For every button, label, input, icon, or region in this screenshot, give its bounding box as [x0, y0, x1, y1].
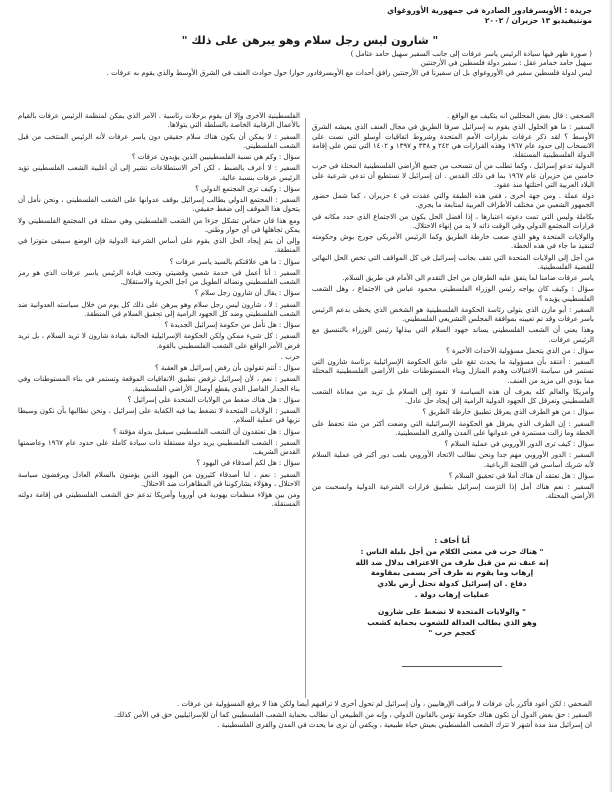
column-paragraph: سؤال : هل هناك ضغط من الولايات المتحدة على إسرائيل ؟ [127, 395, 300, 404]
column-paragraph: بكاملة وليس التي تمت دعوته اعتبارها ، إذا أفضل الحل يكون من الاجتماع الذي حدد مكانه في قرارات المجتمع الدولي وفي الوقت ذاته لا بد من إنهاء الاحتلال. [312, 212, 594, 230]
column-paragraph: السفير : الولايات المتحدة لا تضغط بما فيه الكفاية على إسرائيل ، ونحن نطالبها بأن تكون وسيطا نزيها في عملية السلام. [18, 407, 300, 425]
column-divider [305, 118, 306, 698]
column-paragraph: السفير : كل شيء ممكن ولكن الحكومة الإسرائيلية الحالية بقيادة شارون لا تريد السلام ، بل تريد فرض الأمر الواقع على الشعب الفلسطيني بالقوة. [18, 332, 300, 350]
column-paragraph: السفير : أنا أعمل في خدمة شعبي وقضيتي وتحت قيادة الرئيس ياسر عرفات الذي هو رمز الشعب الفلسطيني ونضاله الطويل من اجل الحرية والاستقلال. [18, 268, 300, 286]
pull-quote-line: دفاع . ان إسرائيل كدولة تحتل أرض بلادي [377, 579, 527, 589]
intro-paragraph: ( صورة ظهر فيها سيادة الرئيس ياسر عرفات إلى جانب السفير سهيل حامد عثامل ) [350, 50, 592, 58]
pull-quote-line: " هناك حرب في معنى الكلام من أجل بلبلة الناس : [360, 546, 544, 556]
footer-paragraph: ان إسرائيل منذ مدة أشهر لا تترك الشعب الفلسطيني بعيش حياة طبيعية ، ويكفي أن نرى ما يحدث في المدن والقرى الفلسطينية . [217, 721, 592, 730]
column-paragraph: سؤال : من الذي يتحمل مسؤولية الأحداث الأخيرة ؟ [446, 346, 594, 355]
column-paragraph: سؤال : ما هي علاقتكم بالسيد ياسر عرفات ؟ [169, 257, 300, 266]
column-paragraph: السفير : لا يمكن أن يكون هناك سلام حقيقي دون ياسر عرفات لأنه الرئيس المنتخب من قبل الشعب الفلسطيني. [18, 132, 300, 150]
footer-paragraph: السفير : حق بعض الدول أن تكون هناك حكومة تؤمن بالقانون الدولي ، وإنه من الطبيعي أن نطالب بحماية الشعب الفلسطيني كما أن للإسرائيليين حق في الأمن كذلك. [113, 710, 592, 719]
column-paragraph: السفير : لا ، شارون ليس رجل سلام وهو يبرهن على ذلك كل يوم من خلال سياسته العدوانية ضد الشعب الفلسطيني وضد كل الجهود الرامية إلى تحقيق السلام في المنطقة. [18, 300, 300, 318]
column-paragraph: الدولية تدعو إسرائيل ، وكما تطلب من أن تنسحب من جميع الأراضي الفلسطينية المحتلة في حرب خامس من حزيران عام ١٩٦٧ بما في ذلك القدس . ان إسرائيل لا تستطيع أن تدعي شرعية على البلاد العربية التي احتلتها منذ عقود. [312, 162, 594, 189]
column-paragraph: سؤال : هل لكم أصدقاء في اليهود ؟ [196, 459, 300, 468]
article-footer [20, 700, 592, 732]
column-paragraph: وأمريكا والعالم كله يعرف أن هذه السياسة لا تقود إلى السلام بل تزيد من معاناة الشعب الفلسطيني وتعرقل كل الجهود الدولية الرامية إلى إيجاد حل عادل. [312, 387, 594, 405]
column-paragraph: السفير : نعم ، لنا أصدقاء كثيرون من اليهود الذين يؤمنون بالسلام العادل ويرفضون سياسة الاحتلال ، وهؤلاء يشاركوننا في المظاهرات ضد الاحتلال. [18, 470, 300, 488]
column-paragraph: السفير : لا أعرف بالضبط ، لكن آخر الاستطلاعات تشير إلى أن أغلبية الشعب الفلسطيني تؤيد الرئيس عرفات بنسبة عالية. [18, 164, 300, 182]
column-paragraph: وإلى أن يتم إيجاد الحل الذي يقوم على أساس الشرعية الدولية فإن الوضع سيبقى متوترا في المنطقة. [18, 237, 300, 255]
column-paragraph: دولة عملة . ومن جهة أخرى ، ففي هذه الطبقة والتي عقدت في ٤ حزيران ، كما شمل حضور الجمهور الشعبي من مختلف الأطراف العربية لمتابعة ما يجري. [312, 192, 594, 210]
column-paragraph: ياسر عرفات ضامنا لما يتفق عليه الطرفان من اجل التقدم الى الأمام في طريق السلام. [342, 274, 594, 282]
pull-quote-line: أنا أخاف : [434, 536, 470, 545]
pull-quote-box [342, 536, 562, 639]
column-paragraph: ومن بين هؤلاء منظمات يهودية في أوروبا وأمريكا تدعم حق الشعب الفلسطيني في إقامة دولته المستقلة. [18, 491, 300, 509]
newspaper-source-line: جريدة : الأوبسرفادور الصادرة في جمهورية الأوروغواي [387, 6, 592, 15]
column-paragraph: سؤال : وكم هي نسبة الفلسطينيين الذين يؤيدون عرفات ؟ [131, 153, 300, 161]
pull-quote-line: عمليات إرهاب دولة . [414, 589, 490, 599]
pull-quote-line: " والولايات المتحدة لا تضغط على شارون [378, 606, 526, 616]
column-paragraph: سؤال : من هو الطرف الذي يعرقل تطبيق خارطة الطريق ؟ [422, 408, 594, 417]
column-paragraph: الفلسطينية الأخرى وإلا أن يقوم برحلات رئاسية . الأمر الذي يمكن لمنظمة الرئيس عرفات بالقيام بالأعمال الرقابية الخاصة بالسلطة التي يتولاها. [18, 112, 300, 130]
pull-quote-line: إرهاب وما يقوم به طرف آخر يسمى بمقاومة [370, 568, 534, 578]
article-intro [20, 50, 592, 78]
article-column-left [18, 112, 300, 704]
column-paragraph: سؤال : وكيف ترى المجتمع الدولي ؟ [195, 184, 300, 193]
article-headline: " شارون ليس رجل سلام وهو يبرهن على ذلك " [181, 34, 439, 47]
column-paragraph: السفير : نعم ، لأن إسرائيل ترفض تطبيق الاتفاقيات الموقعة وتستمر في بناء المستوطنات وفي بناء الجدار الفاصل الذي يقطع أوصال الأراضي الفلسطينية. [18, 375, 300, 393]
column-paragraph: وهذا يعني أن الشعب الفلسطيني يساند جهود السلام التي يبذلها رئيس الوزراء بالتنسيق مع الرئيس عرفات. [312, 326, 594, 344]
column-paragraph: من أجل إلى الولايات المتحدة التي تقف بجانب إسرائيل في كل المواقف التي تخص الحل النهائي للقضية الفلسطينية. [312, 253, 594, 271]
pull-quote-line: كحجم حرب " [428, 628, 476, 638]
column-paragraph: الصحفي : قال بعض المحللين انه يتكيف مع الواقع . [447, 112, 594, 120]
column-paragraph: والولايات المتحدة وهو الذي صعب خارطة الطريق وكما الرئيس الأمريكي جورج بوش وحكومته لتنفيذ ما جاء في هذه الخطة. [312, 233, 594, 251]
column-paragraph: سؤال : هل تعتقدون أن الشعب الفلسطيني سيقبل بدولة مؤقتة ؟ [112, 427, 300, 436]
column-paragraph: سؤال : هل تأمل من حكومة إسرائيل الجديدة ؟ [164, 321, 300, 329]
column-paragraph: السفير : أعتقد بأن مسؤولية ما يحدث تقع على عاتق الحكومة الإسرائيلية برئاسة شارون التي تستمر في سياسة الاغتيالات وهدم المنازل وبناء المستوطنات على الأراضي الفلسطينية المحتلة مما يؤدي الى مزيد من العنف. [312, 358, 594, 385]
pull-quote-line: إنه عنف تم من قبل طرف من الاعتراف بدلال ضد الله [355, 557, 549, 567]
pull-quote-line: وهو الذي يطالب العدالة للشعوب بحماية كشعب [367, 617, 537, 627]
newspaper-date-line: مونتيفيديو ١٣ حزيران / ٢٠٠٢ [484, 16, 592, 25]
column-paragraph: السفير : الدور الأوروبي مهم جدا ونحن نطالب الاتحاد الأوروبي بلعب دور أكبر في عملية السلام لأنه شريك أساسي في اللجنة الرباعية. [312, 451, 594, 469]
column-paragraph: ومع هذا فان حماس تشكل جزءا من الشعب الفلسطيني وهي ممثلة في المجتمع الفلسطيني ولا يمكن تجاهلها في أي حوار وطني. [18, 216, 300, 234]
column-paragraph: سؤال : يقال أن شارون رجل سلام ؟ [194, 289, 300, 298]
column-paragraph: سؤال : وكيف كان يواجه رئيس الوزراء الفلسطيني محمود عباس في الاجتماع ، وهل الشعب الفلسطيني يؤيده ؟ [312, 285, 594, 303]
column-paragraph: سؤال : أنتم تقولون بأن رفض إسرائيل هو العقبة ؟ [155, 364, 300, 372]
column-paragraph: سؤال : هل تعتقد أن هناك أملا في تحقيق السلام ؟ [448, 471, 594, 480]
column-paragraph: السفير : نعم هناك أمل إذا التزمت إسرائيل بتطبيق قرارات الشرعية الدولية وانسحبت من الأراضي المحتلة. [312, 483, 594, 501]
column-paragraph: السفير : إن الطرف الذي يعرقل هو الحكومة الإسرائيلية التي وضعت أكثر من مئة تحفظ على الخطة وما زالت مستمرة في عدوانها على المدن والقرى الفلسطينية. [312, 419, 594, 437]
column-paragraph: سؤال : كيف ترى الدور الأوروبي في عملية السلام ؟ [444, 440, 594, 448]
column-paragraph: حرب . [280, 352, 300, 361]
intro-paragraph: سهيل حامد خمامر عقل : سفير دولة فلسطين في الأرجنتين [420, 59, 592, 68]
column-paragraph: السفير : أبو مازن الذي يتولى رئاسة الحكومة الفلسطينية هو الشخص الذي يحظى بدعم الرئيس ياسر عرفات وقد تم تعيينه بموافقة المجلس التشريعي الفلسطيني. [312, 305, 594, 323]
newspaper-header [192, 6, 592, 26]
column-paragraph: السفير : الشعب الفلسطيني يريد دولة مستقلة ذات سيادة كاملة على حدود عام ١٩٦٧ وعاصمتها القدس الشريف. [18, 438, 300, 456]
intro-paragraph: ليس لدولة فلسطين سفير في الأوروغواي بل ان سفيرنا في الأرجنتين رافق أحداث مع الأوبسرفادور حوارا حول حوادث العنف في الشرق الأوسط والذي يقوم به عرفات . [106, 68, 592, 77]
column-paragraph: السفير : ما هو الحلول الذي يقوم به إسرائيل صرفا الطريق في مجال العنف الذي يعيشه الشرق الأوسط ؟ لقد ذكر عرفات بقرارات الأمم المتحدة وشروط اتفاقيات أوسلو التي نصت على الانسحاب إلى حدود عام ١٩٦٧ وهذه القرارات هي ٢٤٢ و ٣٣٨ و ١٣٩٧ و ١٤٠٢ التي تنص على إقامة الدولة الفلسطينية المستقلة. [312, 123, 594, 159]
footer-paragraph: الصحفي : لكن أعود فأكرر بأن عرفات لا يراقب الإرهابيين ، وأن إسرائيل لم تحول أخرى لا تراقبهم أيضا ولكن هذا لا يرفع المسؤولية عن عرفات . [177, 700, 592, 708]
pull-quote-rule [402, 666, 502, 667]
column-paragraph: السفير : المجتمع الدولي يطالب إسرائيل بوقف عدوانها على الشعب الفلسطيني ، ونحن نأمل أن يتحول هذا الموقف إلى ضغط حقيقي. [18, 196, 300, 214]
